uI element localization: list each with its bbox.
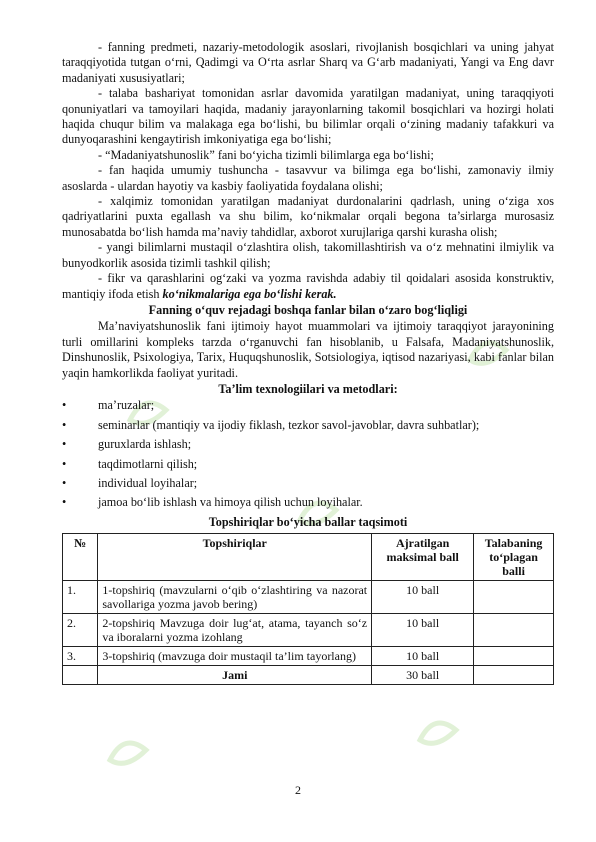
total-empty-cell <box>63 666 98 685</box>
objectives-section <box>62 40 554 302</box>
objective-paragraph: - xalqimiz tomonidan yaratilgan madaniyat durdonalarini qadrlash, uning o‘ziga xos qadriyatlarini puxta egallash va shu bilim, ko‘nikmalar orqali begona ta’sirlarga murosasiz munosabatda bo‘lish hamda ma’naviy tahdidlar, axborot xurujlariga qarshi kurasha olish; <box>62 194 554 239</box>
list-item-text: jamoa bo‘lib ishlash va himoya qilish uchun loyihalar. <box>98 495 363 510</box>
row-number: 2. <box>63 614 98 647</box>
bullet-icon: • <box>62 398 67 413</box>
objective-paragraph: - “Madaniyatshunoslik” fani bo‘yicha tizimli bilimlarga ega bo‘lishi; <box>98 147 434 162</box>
row-student-score[interactable] <box>474 647 554 666</box>
bullet-icon: • <box>62 475 67 490</box>
objective-paragraph: - yangi bilimlarni mustaqil o‘zlashtira olish, takomillashtirish va o‘z mehnatini ilmiylik va bunyodkorlik asosida tizimli tashkil qilish; <box>62 240 554 270</box>
header-number: № <box>63 534 98 581</box>
relation-paragraph: Ma’naviyatshunoslik fani ijtimoiy hayot muammolari va ijtimoiy taraqqiyot jarayonining turli omillarini kompleks tarzda o‘rganuvchi fan hisoblanib, u Falsafa, Madaniyatshunoslik, Dinshunoslik, Psixologiya, Tarix, Huquqshunoslik, Sotsiologiya, iqtisod nazariyasi, kabi fanlar bilan yaqin hamkorlikda faoliyat yuritadi. <box>62 319 554 380</box>
bullet-icon: • <box>62 456 67 471</box>
objective-paragraph-last <box>62 271 554 302</box>
objective-paragraph: - fanning predmeti, nazariy-metodologik asoslari, rivojlanish bosqichlari va uning jahyat taraqqiyotida tutgan o‘rni, Qadimgi va O‘rta asrlar Sharq va G‘arb madaniyati, Yangi va Eng davr madaniyati xususiyatlari; <box>62 40 554 85</box>
row-max-score: 10 ball <box>372 647 474 666</box>
row-task: 2-topshiriq Mavzuga doir lug‘at, atama, tayanch so‘z va iboralarni yozma izohlang <box>98 614 372 647</box>
header-max-score: Ajratilgan maksimal ball <box>372 534 474 581</box>
row-student-score[interactable] <box>474 614 554 647</box>
list-item <box>62 457 554 472</box>
row-max-score: 10 ball <box>372 614 474 647</box>
table-title: Topshiriqlar bo‘yicha ballar taqsimoti <box>208 514 408 529</box>
objective-text: - fikr va qarashlarini og‘zaki va yozma ravishda adabiy til qoidalari asosida konstruktiv, mantiqiy ifoda etish <box>62 271 554 301</box>
row-student-score[interactable] <box>474 581 554 614</box>
section-heading-methods: Ta’lim texnologiilari va metodlari: <box>218 381 398 396</box>
objective-paragraph: - fan haqida umumiy tushuncha - tasavvur va bilimga ega bo‘lishi, zamonaviy ilmiy asoslarda - ulardan hayotiy va kasbiy faoliyatida foydalana olishi; <box>62 163 554 193</box>
row-number: 3. <box>63 647 98 666</box>
row-task: 1-topshiriq (mavzularni o‘qib o‘zlashtiring va nazorat savollariga yozma javob bering) <box>98 581 372 614</box>
list-item <box>62 437 554 452</box>
objective-paragraph: - talaba bashariyat tomonidan asrlar davomida yaratilgan madaniyat, uning taraqqiyoti qonuniyatlari va tamoyilari haqida, madaniy jarayonlarning takomil bosqichlari va hozirgi holati haqida chuqur bilim va malakaga ega bo‘lishi, bu bilimlar orqali o‘zining madaniy tafakkuri va dunyoqarashini kengaytirish imkoniyatiga ega bo‘lishi; <box>62 86 554 147</box>
list-item-text: seminarlar (mantiqiy va ijodiy fiklash, tezkor savol-javoblar, davra suhbatlar); <box>98 417 480 432</box>
list-item <box>62 476 554 491</box>
table-row <box>63 647 554 666</box>
bullet-icon: • <box>62 437 67 452</box>
watermark-mark-1 <box>110 743 146 763</box>
total-student-score[interactable] <box>474 666 554 685</box>
score-table <box>62 533 554 685</box>
bullet-icon: • <box>62 417 67 432</box>
table-header-row <box>63 534 554 581</box>
table-row <box>63 614 554 647</box>
total-label: Jami <box>98 666 372 685</box>
list-item-text: taqdimotlarni qilish; <box>98 456 198 471</box>
list-item <box>62 495 554 510</box>
bullet-icon: • <box>62 495 67 510</box>
list-item-text: individual loyihalar; <box>98 475 198 490</box>
page-number: 2 <box>295 783 301 797</box>
table-total-row <box>63 666 554 685</box>
header-tasks: Topshiriqlar <box>98 534 372 581</box>
list-item <box>62 418 554 433</box>
list-item-text: guruxlarda ishlash; <box>98 437 192 452</box>
row-max-score: 10 ball <box>372 581 474 614</box>
objective-emphasis: ko‘nikmalariga ega bo‘lishi kerak. <box>162 286 337 301</box>
watermark-mark-4 <box>420 723 456 743</box>
list-item <box>62 398 554 413</box>
list-item-text: ma’ruzalar; <box>98 398 155 413</box>
table-row <box>63 581 554 614</box>
row-number: 1. <box>63 581 98 614</box>
row-task: 3-topshiriq (mavzuga doir mustaqil ta’lim tayorlang) <box>98 647 372 666</box>
section-heading-relation: Fanning o‘quv rejadagi boshqa fanlar bilan o‘zaro bog‘liqligi <box>148 302 468 317</box>
total-max-score: 30 ball <box>372 666 474 685</box>
document-page <box>62 40 554 685</box>
header-student-score: Talabaning to‘plagan balli <box>474 534 554 581</box>
methods-list <box>62 398 554 510</box>
